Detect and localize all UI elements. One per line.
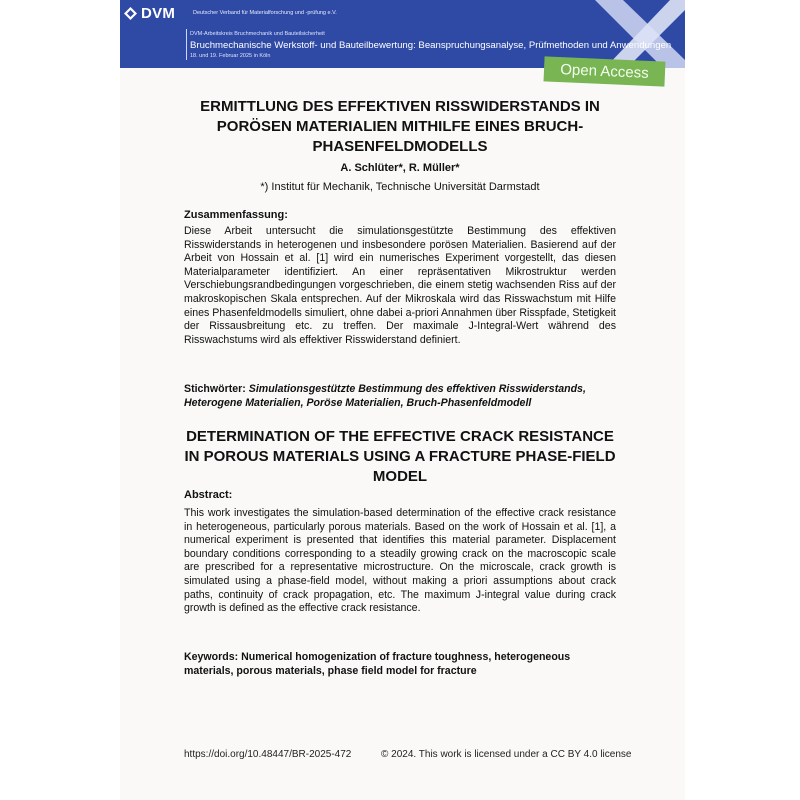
english-title: DETERMINATION OF THE EFFECTIVE CRACK RESISTANCE IN POROUS MATERIALS USING A FRACTURE PHASE-FIELD MODEL	[184, 428, 616, 485]
english-keywords	[184, 651, 616, 678]
working-group: DVM-Arbeitskreis Bruchmechanik und Bauteilsicherheit	[190, 31, 325, 37]
open-access-badge: Open Access	[544, 56, 666, 86]
dvm-logo	[124, 5, 175, 22]
banner-divider	[186, 29, 187, 60]
german-keywords	[184, 383, 616, 410]
logo-subtitle: Deutscher Verband für Materialforschung und -prüfung e.V.	[193, 10, 337, 16]
german-title: ERMITTLUNG DES EFFEKTIVEN RISSWIDERSTANDS IN PORÖSEN MATERIALIEN MITHILFE EINES BRUCH-PHASENFELDMODELLS	[200, 98, 600, 155]
abstract-heading: Abstract:	[184, 489, 233, 501]
german-keywords-label: Stichwörter:	[184, 383, 246, 395]
german-keywords-list: Simulationsgestützte Bestimmung des effektiven Risswiderstands, Heterogene Materialien, Poröse Materialien, Bruch-Phasenfeldmodell	[184, 383, 586, 409]
abstract-text: This work investigates the simulation-based determination of the effective crack resistance in heterogeneous, particularly porous materials. Based on the work of Hossain et al. [1], a numerical experiment is presented that identifies this material parameter. Displacement boundary conditions corresponding to a steadily growing crack on the macroscopic scale are prescribed for a representative microstructure. On the microscale, crack growth is simulated using a phase-field model, without making a priori assumptions about crack paths, continuity of crack propagation, etc. The maximum J-integral value during crack growth is defined as the effective crack resistance.	[184, 507, 616, 615]
affiliation: *) Institut für Mechanik, Technische Universität Darmstadt	[260, 181, 540, 193]
license-text: © 2024. This work is licensed under a CC BY 4.0 license	[381, 749, 632, 760]
authors: A. Schlüter*, R. Müller*	[340, 162, 460, 174]
summary-heading: Zusammenfassung:	[184, 209, 288, 221]
english-keywords-label: Keywords:	[184, 651, 239, 663]
summary-text: Diese Arbeit untersucht die simulationsgestützte Bestimmung des effektiven Risswiderstands in heterogenen und insbesondere porösen Materialien. Basierend auf der Arbeit von Hossain et al. [1] wird ein numerisches Experiment vorgestellt, das diesen Materialparameter identifiziert. An einer repräsentativen Mikrostruktur werden Verschiebungsrandbedingungen vorgeschrieben, die einem stetig wachsenden Riss auf der makroskopischen Skala entsprechen. Auf der Mikroskala wird das Risswachstum mit Hilfe eines Phasenfeldmodells simuliert, ohne dabei a-priori Annahmen über Risspfade, Stetigkeit der Rissausbreitung etc. zu treffen. Der maximale J-Integral-Wert während des Risswachstums wird als effektiver Risswiderstand definiert.	[184, 225, 616, 346]
dvm-logo-icon	[124, 7, 137, 20]
conference-title: Bruchmechanische Werkstoff- und Bauteilbewertung: Beanspruchungsanalyse, Prüfmethoden und Anwendungen	[190, 40, 672, 51]
doi-link[interactable]: https://doi.org/10.48447/BR-2025-472	[184, 749, 352, 760]
logo-text: DVM	[141, 5, 176, 22]
conference-date: 18. und 19. Februar 2025 in Köln	[190, 53, 271, 59]
english-keywords-list: Numerical homogenization of fracture toughness, heterogeneous materials, porous materials, phase field model for fracture	[184, 651, 571, 677]
